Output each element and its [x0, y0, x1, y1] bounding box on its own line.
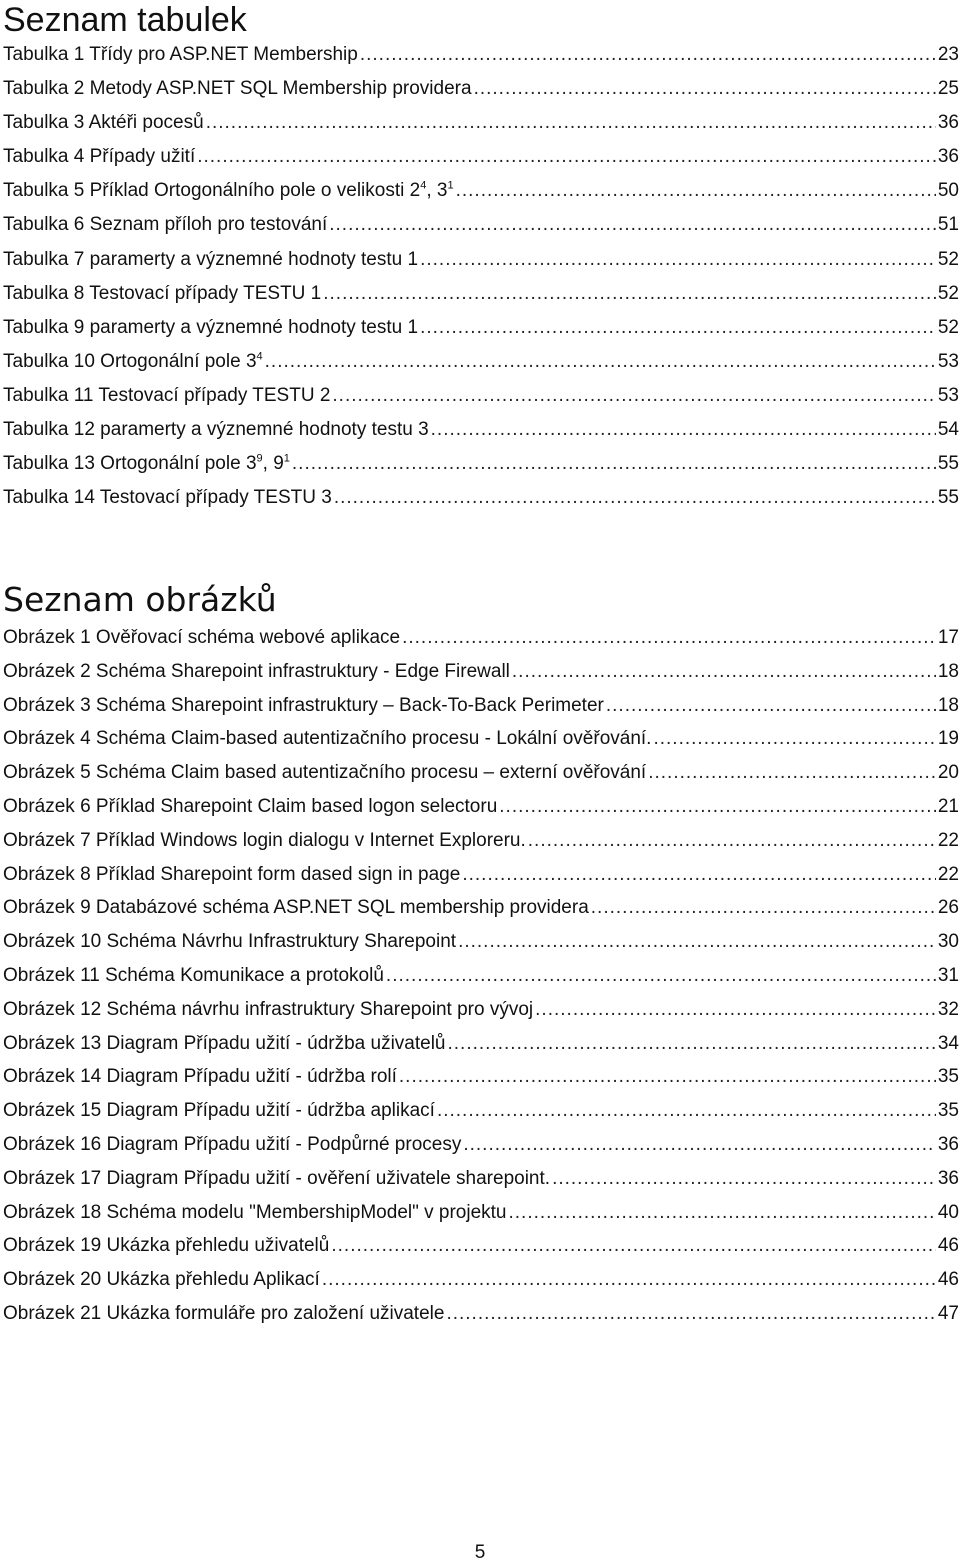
- tables-list: [3, 44, 959, 521]
- table-entry[interactable]: [3, 283, 959, 317]
- table-entry-title: Tabulka 12 paramerty a význemné hodnoty testu 3: [3, 419, 429, 441]
- figure-entry-title: Obrázek 8 Příklad Sharepoint form dased sign in page: [3, 863, 461, 885]
- figure-entry[interactable]: [3, 1235, 959, 1269]
- table-entry-title: Tabulka 1 Třídy pro ASP.NET Membership: [3, 44, 358, 65]
- figure-entry-page: 18: [937, 660, 959, 682]
- table-entry-page: 55: [937, 453, 959, 475]
- dot-leader: [512, 661, 936, 683]
- dot-leader: [648, 762, 936, 784]
- figure-entry-title: Obrázek 19 Ukázka přehledu uživatelů: [3, 1235, 330, 1257]
- dot-leader: [332, 385, 935, 407]
- figure-entry-page: 36: [937, 1133, 959, 1155]
- figure-entry[interactable]: [3, 762, 959, 796]
- dot-leader: [528, 830, 936, 852]
- figure-entry-title: Obrázek 9 Databázové schéma ASP.NET SQL membership providera: [3, 897, 589, 919]
- table-entry-page: 53: [937, 384, 959, 406]
- dot-leader: [446, 1303, 935, 1325]
- figure-entry[interactable]: [3, 1066, 959, 1100]
- figure-entry[interactable]: [3, 1168, 959, 1202]
- figure-entry[interactable]: [3, 1202, 959, 1236]
- figure-entry-title: Obrázek 1 Ověřovací schéma webové aplikace: [3, 627, 401, 648]
- figure-entry-page: 46: [937, 1269, 959, 1291]
- figure-entry-title: Obrázek 12 Schéma návrhu infrastruktury Sharepoint pro vývoj: [3, 998, 534, 1020]
- dot-leader: [456, 180, 936, 202]
- dot-leader: [402, 627, 936, 649]
- figure-entry[interactable]: [3, 999, 959, 1033]
- figure-entry-title: Obrázek 15 Diagram Případu užití - údržba aplikací: [3, 1100, 435, 1122]
- table-entry-title: Tabulka 14 Testovací případy TESTU 3: [3, 487, 332, 509]
- figure-entry-page: 40: [937, 1201, 959, 1223]
- dot-leader: [386, 965, 936, 987]
- figure-entry-page: 18: [937, 694, 959, 716]
- dot-leader: [292, 453, 936, 475]
- dot-leader: [206, 112, 936, 134]
- table-entry-title: Tabulka 2 Metody ASP.NET SQL Membership providera: [3, 78, 472, 100]
- dot-leader: [329, 214, 936, 236]
- figure-entry-title: Obrázek 3 Schéma Sharepoint infrastruktury – Back-To-Back Perimeter: [3, 694, 604, 716]
- dot-leader: [591, 897, 936, 919]
- figures-list-heading: Seznam obrázků: [3, 580, 277, 619]
- figure-entry-title: Obrázek 14 Diagram Případu užití - údržba rolí: [3, 1066, 397, 1088]
- dot-leader: [474, 78, 936, 100]
- dot-leader: [322, 1269, 936, 1291]
- table-entry[interactable]: [3, 180, 959, 214]
- figure-entry-title: Obrázek 10 Schéma Návrhu Infrastruktury Sharepoint: [3, 931, 457, 953]
- figure-entry-title: Obrázek 18 Schéma modelu "MembershipModel" v projektu: [3, 1201, 507, 1223]
- figure-entry-title: Obrázek 21 Ukázka formuláře pro založení uživatele: [3, 1302, 445, 1324]
- figure-entry[interactable]: [3, 830, 959, 864]
- figure-entry-page: 20: [937, 762, 959, 784]
- dot-leader: [399, 1066, 936, 1088]
- figure-entry[interactable]: [3, 627, 959, 661]
- figure-entry-page: 36: [937, 1167, 959, 1189]
- table-entry-page: 50: [937, 180, 959, 202]
- figure-entry-page: 46: [937, 1235, 959, 1257]
- table-entry[interactable]: [3, 317, 959, 351]
- figure-entry[interactable]: [3, 931, 959, 965]
- figure-entry-page: 19: [937, 728, 959, 750]
- figure-entry-title: Obrázek 2 Schéma Sharepoint infrastruktury - Edge Firewall: [3, 660, 510, 682]
- figure-entry-page: 47: [937, 1302, 959, 1324]
- table-entry[interactable]: [3, 453, 959, 487]
- figure-entry-page: 35: [937, 1066, 959, 1088]
- dot-leader: [420, 317, 936, 339]
- figures-list: [3, 627, 959, 1337]
- figure-entry[interactable]: [3, 661, 959, 695]
- dot-leader: [448, 1033, 936, 1055]
- table-entry[interactable]: [3, 214, 959, 248]
- dot-leader: [499, 796, 936, 818]
- table-entry-title: Tabulka 13 Ortogonální pole $3^9$, $9^1$: [3, 452, 290, 475]
- dot-leader: [197, 146, 936, 168]
- dot-leader: [458, 931, 936, 953]
- table-entry-title: Tabulka 5 Příklad Ortogonálního pole o velikosti $2^4$, $3^1$: [3, 180, 454, 202]
- figure-entry[interactable]: [3, 695, 959, 729]
- figure-entry-page: 26: [937, 897, 959, 919]
- figure-entry[interactable]: [3, 1303, 959, 1337]
- figure-entry-title: Obrázek 5 Schéma Claim based autentizačního procesu – externí ověřování: [3, 762, 647, 784]
- figure-entry[interactable]: [3, 965, 959, 999]
- table-entry[interactable]: [3, 385, 959, 419]
- table-entry-page: 51: [937, 214, 959, 236]
- table-entry[interactable]: [3, 249, 959, 283]
- dot-leader: [360, 44, 936, 66]
- figure-entry-title: Obrázek 17 Diagram Případu užití - ověření uživatele sharepoint.: [3, 1167, 551, 1189]
- table-entry[interactable]: [3, 351, 959, 385]
- figure-entry-page: 30: [937, 931, 959, 953]
- tables-list-heading: Seznam tabulek: [3, 1, 247, 39]
- dot-leader: [463, 1134, 936, 1156]
- table-entry[interactable]: [3, 146, 959, 180]
- dot-leader: [552, 1168, 936, 1190]
- table-entry[interactable]: [3, 44, 959, 78]
- table-entry-page: 52: [937, 248, 959, 270]
- figure-entry-page: 21: [937, 795, 959, 817]
- table-entry-page: 52: [937, 282, 959, 304]
- figure-entry-page: 17: [937, 627, 959, 648]
- table-entry-title: Tabulka 11 Testovací případy TESTU 2: [3, 384, 331, 406]
- table-entry[interactable]: [3, 419, 959, 453]
- figure-entry-page: 32: [937, 998, 959, 1020]
- figure-entry[interactable]: [3, 864, 959, 898]
- table-entry-page: 25: [937, 78, 959, 100]
- table-entry-title: Tabulka 10 Ortogonální pole $3^4$: [3, 350, 263, 372]
- figure-entry-title: Obrázek 16 Diagram Případu užití - Podpůrné procesy: [3, 1133, 462, 1155]
- figure-entry[interactable]: [3, 1033, 959, 1067]
- figure-entry-title: Obrázek 4 Schéma Claim-based autentizačního procesu - Lokální ověřování.: [3, 728, 652, 750]
- figure-entry-page: 22: [937, 863, 959, 885]
- table-entry[interactable]: [3, 487, 959, 521]
- figure-entry[interactable]: [3, 796, 959, 830]
- table-entry-title: Tabulka 7 paramerty a význemné hodnoty testu 1: [3, 248, 419, 270]
- table-entry-title: Tabulka 9 paramerty a význemné hodnoty testu 1: [3, 316, 419, 338]
- figure-entry[interactable]: [3, 1269, 959, 1303]
- figure-entry[interactable]: [3, 1134, 959, 1168]
- dot-leader: [606, 695, 936, 717]
- table-entry-title: Tabulka 8 Testovací případy TESTU 1: [3, 282, 322, 304]
- table-entry[interactable]: [3, 112, 959, 146]
- table-entry-page: 54: [937, 419, 959, 441]
- figure-entry-title: Obrázek 6 Příklad Sharepoint Claim based logon selectoru: [3, 795, 498, 817]
- figure-entry[interactable]: [3, 728, 959, 762]
- figure-entry[interactable]: [3, 1100, 959, 1134]
- table-entry-title: Tabulka 4 Případy užití: [3, 146, 196, 168]
- table-entry-page: 23: [937, 44, 959, 65]
- dot-leader: [462, 864, 936, 886]
- table-entry-page: 36: [937, 112, 959, 134]
- dot-leader: [535, 999, 936, 1021]
- table-entry-title: Tabulka 6 Seznam příloh pro testování: [3, 214, 328, 236]
- figure-entry-page: 22: [937, 829, 959, 851]
- figure-entry[interactable]: [3, 897, 959, 931]
- figure-entry-page: 34: [937, 1032, 959, 1054]
- figure-entry-title: Obrázek 7 Příklad Windows login dialogu v Internet Exploreru.: [3, 829, 526, 851]
- table-entry-page: 53: [937, 350, 959, 372]
- table-entry-title: Tabulka 3 Aktéři pocesů: [3, 112, 204, 134]
- figure-entry-page: 31: [937, 964, 959, 986]
- dot-leader: [431, 419, 936, 441]
- dot-leader: [323, 283, 936, 305]
- table-entry-page: 36: [937, 146, 959, 168]
- figure-entry-page: 35: [937, 1100, 959, 1122]
- table-entry-page: 55: [937, 487, 959, 509]
- figure-entry-title: Obrázek 13 Diagram Případu užití - údržba uživatelů: [3, 1032, 446, 1054]
- dot-leader: [509, 1202, 936, 1224]
- table-entry[interactable]: [3, 78, 959, 112]
- figure-entry-title: Obrázek 20 Ukázka přehledu Aplikací: [3, 1269, 320, 1291]
- table-entry-page: 52: [937, 316, 959, 338]
- page-number: 5: [474, 1542, 486, 1563]
- dot-leader: [437, 1100, 936, 1122]
- dot-leader: [420, 249, 936, 271]
- dot-leader: [331, 1235, 936, 1257]
- figure-entry-title: Obrázek 11 Schéma Komunikace a protokolů: [3, 964, 384, 986]
- dot-leader: [334, 487, 936, 509]
- dot-leader: [653, 728, 935, 750]
- dot-leader: [265, 351, 936, 373]
